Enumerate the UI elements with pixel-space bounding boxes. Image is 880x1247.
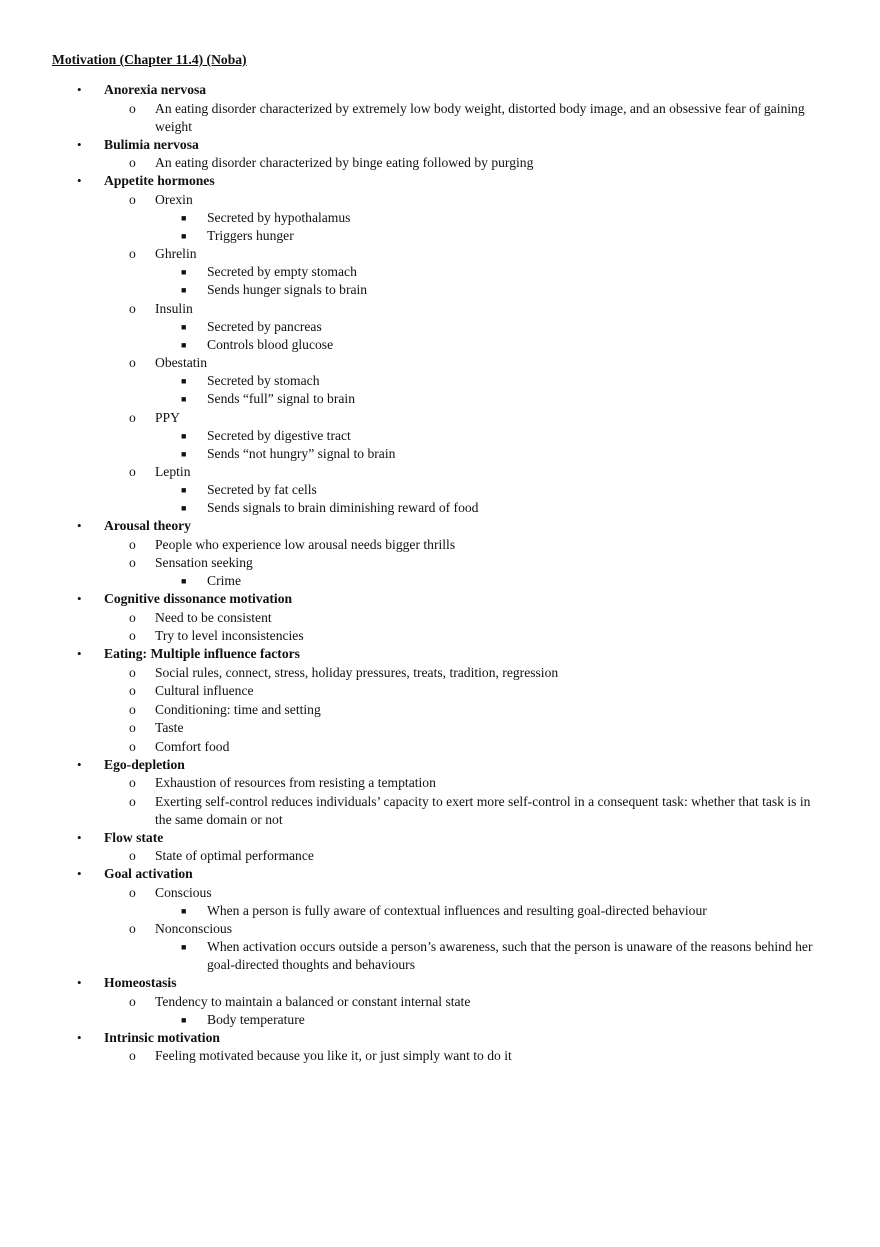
point-item xyxy=(0,245,880,299)
bullet-icon: • xyxy=(77,866,82,881)
point-item xyxy=(0,554,880,590)
detail-text: Secreted by empty stomach xyxy=(207,264,357,279)
square-bullet-icon: ■ xyxy=(181,376,187,386)
detail-item xyxy=(0,209,880,227)
point-list xyxy=(0,154,880,172)
topic-item xyxy=(0,81,880,136)
circle-bullet-icon: o xyxy=(129,993,136,1009)
bullet-icon: • xyxy=(77,646,82,661)
point-text: PPY xyxy=(155,409,180,425)
detail-list xyxy=(0,481,880,517)
point-text: Ghrelin xyxy=(155,246,197,261)
detail-item xyxy=(0,336,880,354)
detail-item xyxy=(0,281,880,299)
topic-item xyxy=(0,974,880,1029)
circle-bullet-icon: o xyxy=(129,464,136,479)
square-bullet-icon: ■ xyxy=(181,503,187,513)
topic-item xyxy=(0,590,880,645)
point-text: Social rules, connect, stress, holiday pressures, treats, tradition, regression xyxy=(155,664,559,680)
detail-item xyxy=(0,227,880,245)
topic-heading: Flow state xyxy=(104,829,164,845)
detail-list xyxy=(0,572,880,590)
point-item xyxy=(0,682,880,700)
bullet-icon: • xyxy=(77,591,82,606)
topic-item xyxy=(0,517,880,590)
circle-bullet-icon: o xyxy=(129,793,136,809)
circle-bullet-icon: o xyxy=(129,738,136,754)
circle-bullet-icon: o xyxy=(129,191,136,207)
topic-heading: Anorexia nervosa xyxy=(104,82,207,97)
circle-bullet-icon: o xyxy=(129,536,136,552)
topic-heading: Intrinsic motivation xyxy=(104,1029,220,1045)
detail-text: Secreted by stomach xyxy=(207,373,320,388)
circle-bullet-icon: o xyxy=(129,921,136,936)
detail-list xyxy=(0,209,880,245)
square-bullet-icon: ■ xyxy=(181,339,187,350)
circle-bullet-icon: o xyxy=(129,300,136,316)
detail-list xyxy=(0,372,880,408)
circle-bullet-icon: o xyxy=(129,355,136,370)
bullet-icon: • xyxy=(77,756,82,772)
circle-bullet-icon: o xyxy=(129,884,136,900)
circle-bullet-icon: o xyxy=(129,775,136,790)
point-list xyxy=(0,884,880,975)
topic-heading: Cognitive dissonance motivation xyxy=(104,591,293,606)
detail-item xyxy=(0,1011,880,1029)
point-item xyxy=(0,884,880,920)
point-text: Cultural influence xyxy=(155,683,254,698)
square-bullet-icon: ■ xyxy=(181,321,187,332)
point-text: Conditioning: time and setting xyxy=(155,701,321,717)
bullet-icon: • xyxy=(77,1029,82,1045)
square-bullet-icon: ■ xyxy=(181,576,187,586)
topic-heading: Homeostasis xyxy=(104,975,177,990)
point-item xyxy=(0,701,880,719)
point-item xyxy=(0,1047,880,1065)
point-list xyxy=(0,774,880,829)
square-bullet-icon: ■ xyxy=(181,285,187,295)
detail-text: Secreted by fat cells xyxy=(207,482,317,497)
topic-item xyxy=(0,136,880,173)
square-bullet-icon: ■ xyxy=(181,905,187,916)
point-text: Tendency to maintain a balanced or constant internal state xyxy=(155,993,471,1009)
circle-bullet-icon: o xyxy=(129,246,136,261)
detail-text: When a person is fully aware of contextual influences and resulting goal-directed behaviour xyxy=(207,902,707,918)
detail-text: Triggers hunger xyxy=(207,227,294,243)
detail-text: Sends “full” signal to brain xyxy=(207,391,355,406)
detail-list xyxy=(0,1011,880,1029)
topic-item xyxy=(0,1029,880,1066)
point-item xyxy=(0,154,880,172)
bullet-icon: • xyxy=(77,829,82,845)
square-bullet-icon: ■ xyxy=(181,942,187,952)
detail-text: Secreted by pancreas xyxy=(207,318,322,334)
detail-item xyxy=(0,902,880,920)
circle-bullet-icon: o xyxy=(129,664,136,680)
detail-text: Sends “not hungry” signal to brain xyxy=(207,445,396,461)
point-item xyxy=(0,719,880,737)
point-text: State of optimal performance xyxy=(155,848,314,863)
bullet-icon: • xyxy=(77,82,82,97)
point-text: Conscious xyxy=(155,884,212,900)
point-text: Exhaustion of resources from resisting a temptation xyxy=(155,775,436,790)
point-item xyxy=(0,793,880,829)
point-item xyxy=(0,774,880,792)
circle-bullet-icon: o xyxy=(129,683,136,698)
detail-list xyxy=(0,263,880,299)
circle-bullet-icon: o xyxy=(129,555,136,570)
detail-item xyxy=(0,390,880,408)
point-list xyxy=(0,993,880,1029)
detail-item xyxy=(0,481,880,499)
square-bullet-icon: ■ xyxy=(181,485,187,495)
point-item xyxy=(0,191,880,245)
point-text: Comfort food xyxy=(155,738,230,754)
point-item xyxy=(0,536,880,554)
point-text: Leptin xyxy=(155,464,191,479)
point-item xyxy=(0,664,880,682)
point-text: An eating disorder characterized by extremely low body weight, distorted body image, and an obsessive fear of gaining weight xyxy=(155,100,805,134)
bullet-icon: • xyxy=(77,136,82,152)
point-item xyxy=(0,627,880,645)
detail-item xyxy=(0,372,880,390)
square-bullet-icon: ■ xyxy=(181,430,187,441)
point-text: Taste xyxy=(155,720,184,735)
circle-bullet-icon: o xyxy=(129,609,136,625)
point-text: People who experience low arousal needs bigger thrills xyxy=(155,536,456,552)
bullet-icon: • xyxy=(77,518,82,533)
topic-heading: Ego-depletion xyxy=(104,756,185,772)
point-item xyxy=(0,409,880,463)
topic-heading: Appetite hormones xyxy=(104,173,215,188)
detail-text: Crime xyxy=(207,573,241,588)
point-item xyxy=(0,463,880,517)
point-item xyxy=(0,738,880,756)
topic-heading: Goal activation xyxy=(104,866,193,881)
topic-heading: Bulimia nervosa xyxy=(104,136,199,152)
point-list xyxy=(0,100,880,136)
circle-bullet-icon: o xyxy=(129,100,136,116)
point-text: Nonconscious xyxy=(155,921,233,936)
circle-bullet-icon: o xyxy=(129,720,136,735)
point-list xyxy=(0,664,880,756)
point-item xyxy=(0,354,880,408)
circle-bullet-icon: o xyxy=(129,628,136,643)
detail-text: When activation occurs outside a person’s awareness, such that the person is unaware of the reasons behind her goal-directed thoughts and behaviours xyxy=(207,939,813,972)
point-text: Feeling motivated because you like it, or just simply want to do it xyxy=(155,1048,512,1063)
topic-item xyxy=(0,645,880,756)
circle-bullet-icon: o xyxy=(129,1048,136,1063)
topic-heading: Arousal theory xyxy=(104,518,191,533)
point-list xyxy=(0,847,880,865)
circle-bullet-icon: o xyxy=(129,155,136,170)
point-text: Obestatin xyxy=(155,355,208,370)
topic-item xyxy=(0,172,880,517)
point-list xyxy=(0,536,880,591)
detail-item xyxy=(0,318,880,336)
point-text: Try to level inconsistencies xyxy=(155,628,304,643)
point-item xyxy=(0,609,880,627)
detail-text: Sends signals to brain diminishing reward of food xyxy=(207,500,479,515)
detail-item xyxy=(0,263,880,281)
point-item xyxy=(0,300,880,354)
detail-list xyxy=(0,318,880,354)
topic-heading: Eating: Multiple influence factors xyxy=(104,646,300,661)
square-bullet-icon: ■ xyxy=(181,1014,187,1025)
circle-bullet-icon: o xyxy=(129,409,136,425)
point-text: Need to be consistent xyxy=(155,609,272,625)
circle-bullet-icon: o xyxy=(129,848,136,863)
detail-text: Sends hunger signals to brain xyxy=(207,282,368,297)
bullet-icon: • xyxy=(77,975,82,990)
detail-item xyxy=(0,938,880,974)
document-title: Motivation (Chapter 11.4) (Noba) xyxy=(52,52,247,67)
detail-item xyxy=(0,427,880,445)
detail-text: Body temperature xyxy=(207,1011,305,1027)
square-bullet-icon: ■ xyxy=(181,212,187,223)
detail-list xyxy=(0,938,880,974)
detail-text: Secreted by hypothalamus xyxy=(207,209,351,225)
detail-item xyxy=(0,445,880,463)
square-bullet-icon: ■ xyxy=(181,448,187,459)
square-bullet-icon: ■ xyxy=(181,267,187,277)
circle-bullet-icon: o xyxy=(129,701,136,717)
detail-item xyxy=(0,499,880,517)
detail-list xyxy=(0,902,880,920)
detail-list xyxy=(0,427,880,463)
point-text: Insulin xyxy=(155,300,193,316)
point-text: Sensation seeking xyxy=(155,555,253,570)
topic-item xyxy=(0,865,880,974)
detail-text: Controls blood glucose xyxy=(207,336,334,352)
point-item xyxy=(0,920,880,974)
point-list xyxy=(0,1047,880,1065)
point-text: Orexin xyxy=(155,191,193,207)
point-item xyxy=(0,847,880,865)
point-text: An eating disorder characterized by binge eating followed by purging xyxy=(155,155,534,170)
point-text: Exerting self-control reduces individuals’ capacity to exert more self-control in a consequent task: whether that task is in the same domain or not xyxy=(155,793,811,827)
bullet-icon: • xyxy=(77,173,82,188)
square-bullet-icon: ■ xyxy=(181,394,187,404)
point-item xyxy=(0,993,880,1029)
point-list xyxy=(0,191,880,518)
point-item xyxy=(0,100,880,136)
topic-item xyxy=(0,829,880,866)
notes-outline xyxy=(0,81,880,1065)
point-list xyxy=(0,609,880,646)
square-bullet-icon: ■ xyxy=(181,230,187,241)
detail-text: Secreted by digestive tract xyxy=(207,427,351,443)
detail-item xyxy=(0,572,880,590)
topic-item xyxy=(0,756,880,829)
